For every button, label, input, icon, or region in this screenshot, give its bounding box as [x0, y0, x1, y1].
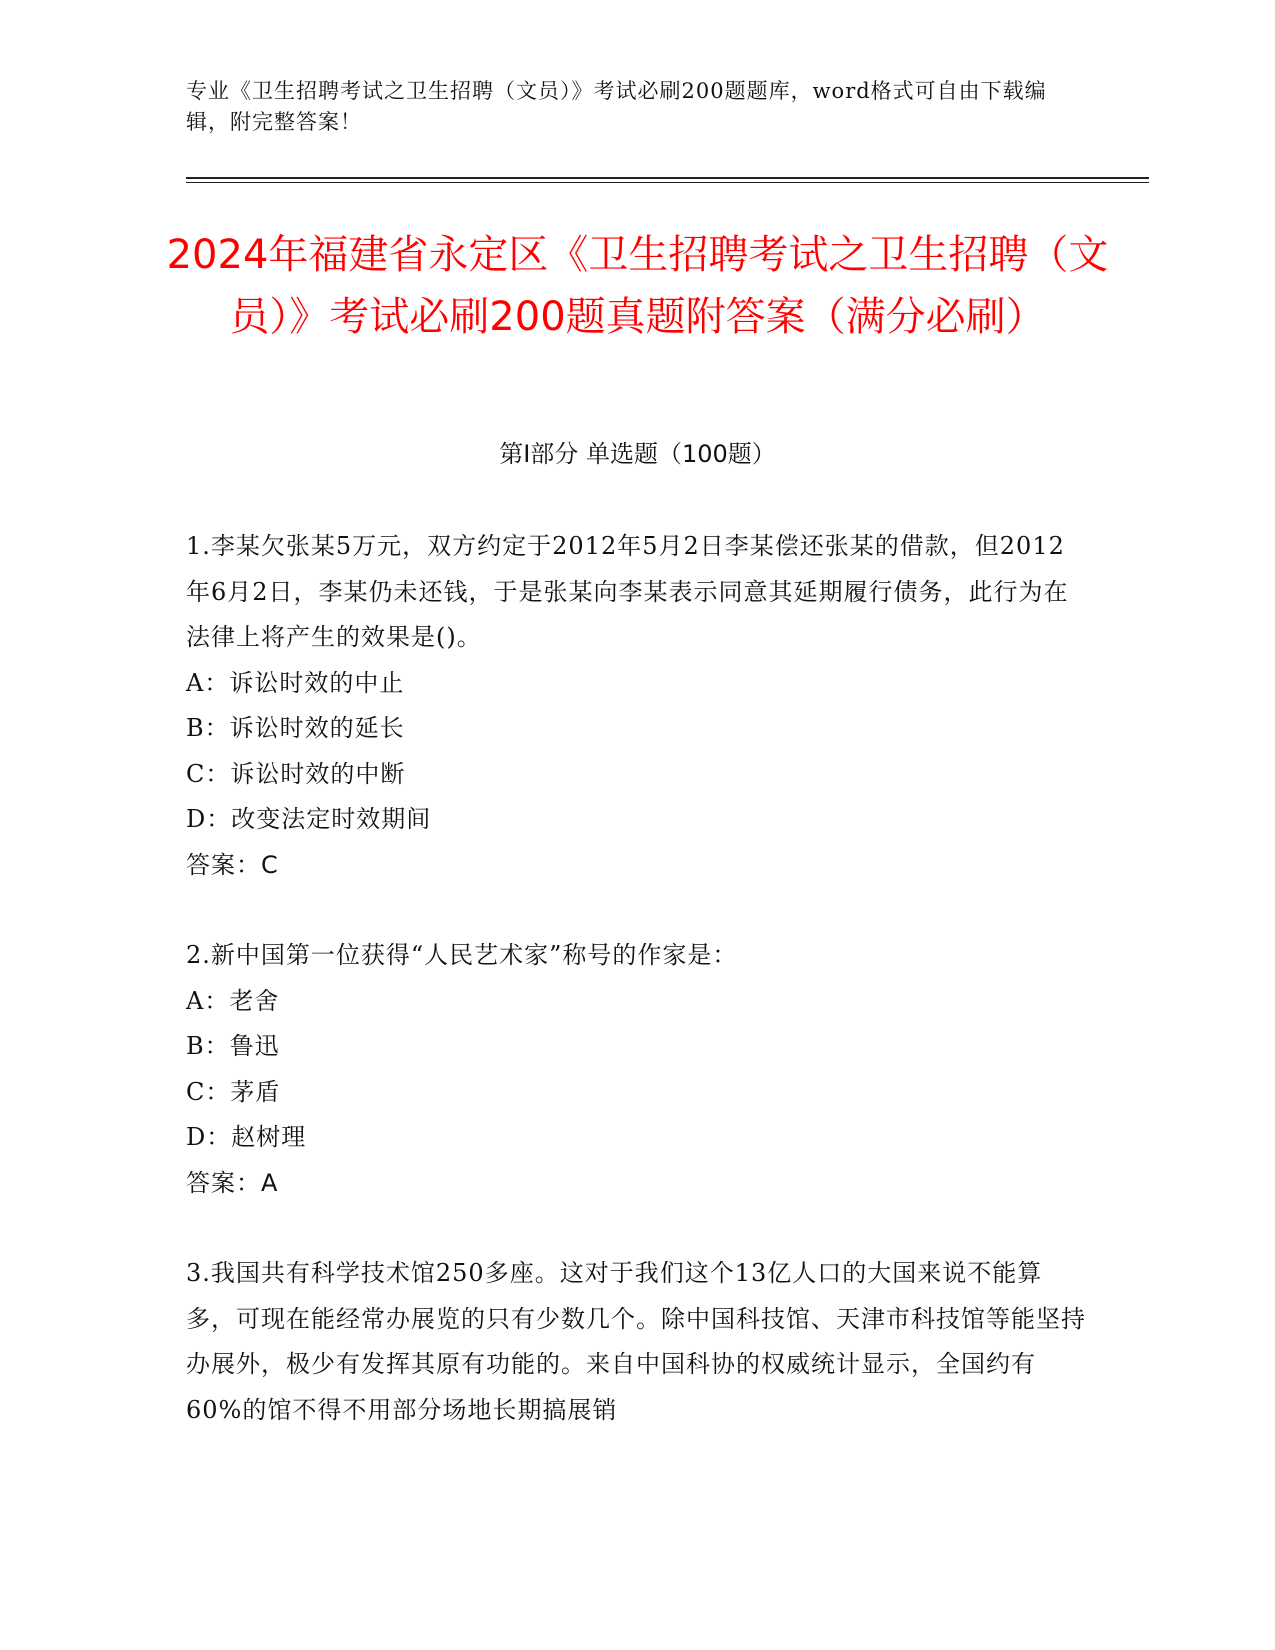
option-b: B：诉讼时效的延长	[186, 714, 405, 742]
option-c: C：诉讼时效的中断	[186, 759, 406, 788]
section-title: 第I部分 单选题（100题）	[499, 440, 776, 468]
option-a: A：诉讼时效的中止	[186, 668, 405, 697]
answer: 答案：A	[186, 1168, 279, 1197]
header-rule-thick	[186, 177, 1149, 179]
header-note: 专业《卫生招聘考试之卫生招聘（文员）》考试必刷200题题库，word格式可自由下载编辑，附完整答案！	[186, 79, 1047, 134]
question-text: 3.我国共有科学技术馆250多座。这对于我们这个13亿人口的大国来说不能算多，可现在能经常办展览的只有少数几个。除中国科技馆、天津市科技馆等能坚持办展外，极少有发挥其原有功能的。来自中国科协的权威统计显示，全国约有60%的馆不得不用部分场地长期搞展销	[186, 1259, 1086, 1424]
option-c: C：茅盾	[186, 1077, 281, 1106]
option-d: D：改变法定时效期间	[186, 805, 432, 833]
question-3	[186, 1251, 1086, 1433]
question-1	[186, 524, 1086, 888]
question-2	[186, 933, 1086, 1206]
question-text: 1.李某欠张某5万元，双方约定于2012年5月2日李某偿还张某的借款，但2012年6月2日，李某仍未还钱，于是张某向李某表示同意其延期履行债务，此行为在法律上将产生的效果是()。	[186, 532, 1069, 651]
header-rule-thin	[186, 182, 1149, 183]
question-list	[186, 524, 1086, 1478]
option-b: B：鲁迅	[186, 1032, 280, 1060]
option-a: A：老舍	[186, 986, 280, 1015]
option-d: D：赵树理	[186, 1123, 307, 1151]
document-title: 2024年福建省永定区《卫生招聘考试之卫生招聘（文员）》考试必刷200题真题附答案（满分必刷）	[166, 232, 1109, 340]
question-text: 2.新中国第一位获得“人民艺术家”称号的作家是：	[186, 941, 738, 969]
answer: 答案：C	[186, 850, 279, 879]
